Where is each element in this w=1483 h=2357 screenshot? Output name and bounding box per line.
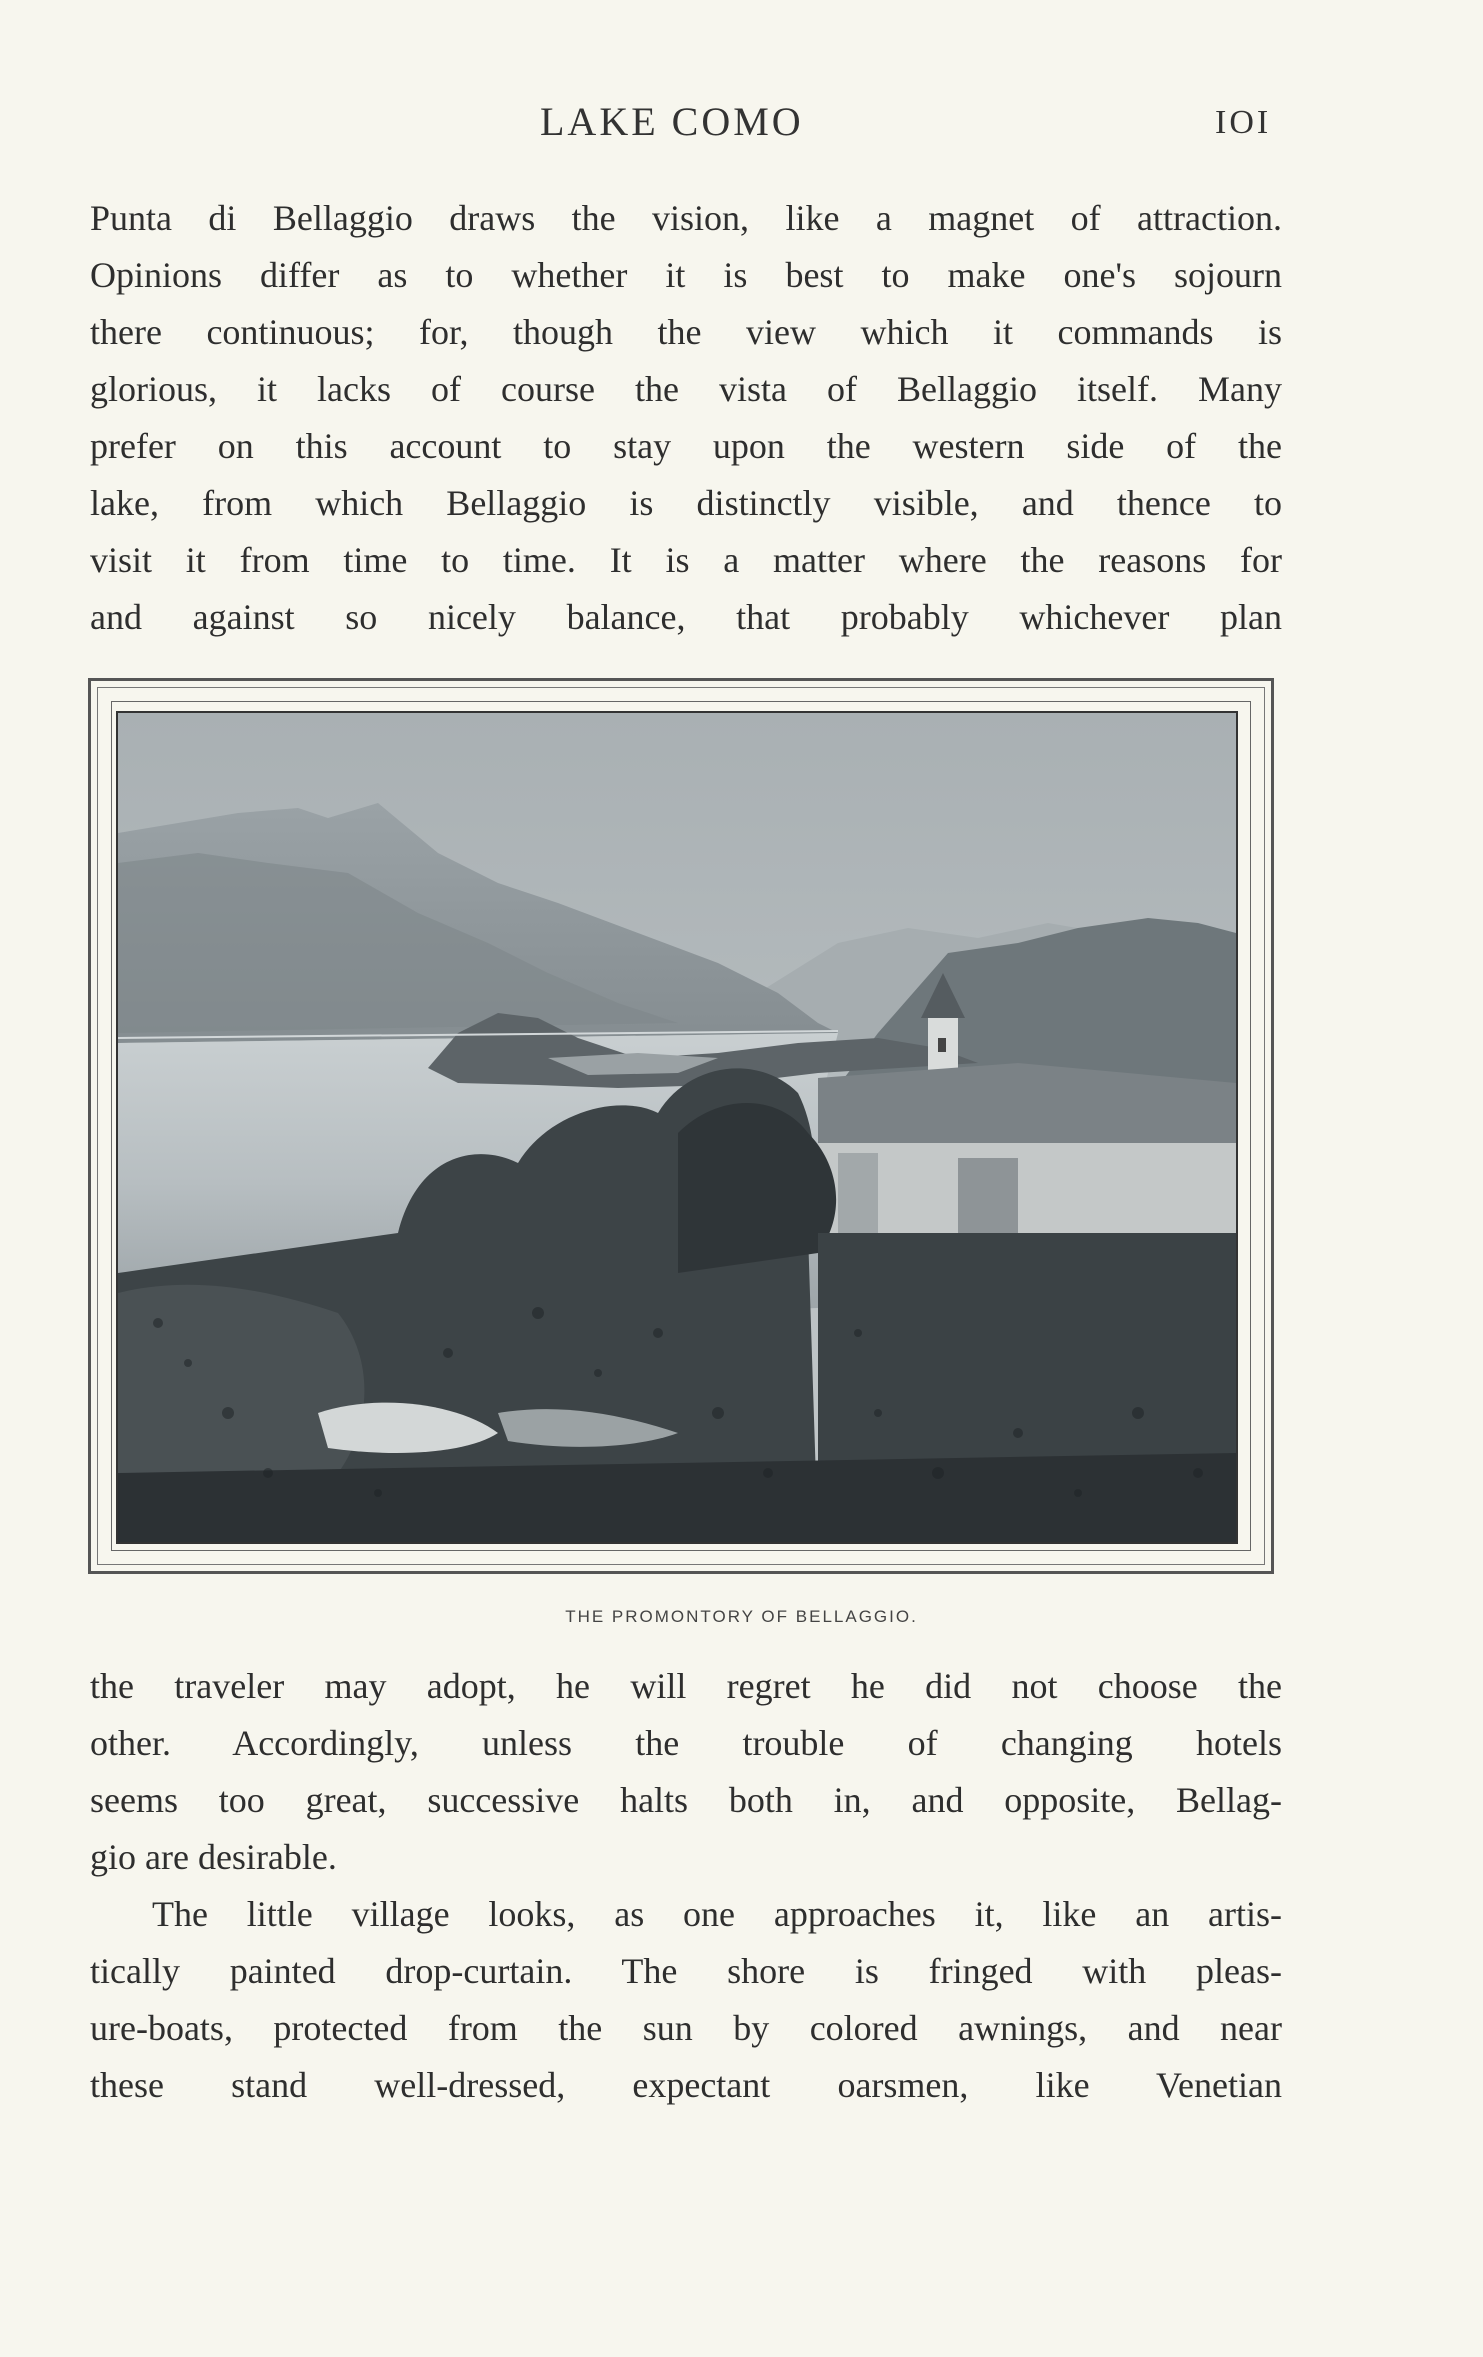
text-line: there continuous; for, though the view which it commands is	[90, 312, 1282, 352]
paragraph-2	[90, 1658, 1282, 1886]
text-line: tically painted drop-curtain. The shore is fringed with pleas-	[90, 1951, 1282, 1991]
text-line: ure-boats, protected from the sun by colored awnings, and near	[90, 2008, 1282, 2048]
text-line: The little village looks, as one approaches it, like an artis-	[152, 1894, 1282, 1934]
page-number: IOI	[1215, 104, 1272, 141]
text-line: these stand well-dressed, expectant oarsmen, like Venetian	[90, 2065, 1282, 2105]
text-line: glorious, it lacks of course the vista of Bellaggio itself. Many	[90, 369, 1282, 409]
text-line-last: gio are desirable.	[90, 1837, 337, 1877]
text-line: other. Accordingly, unless the trouble of changing hotels	[90, 1723, 1282, 1763]
running-title: LAKE COMO	[540, 99, 804, 144]
text-line: lake, from which Bellaggio is distinctly visible, and thence to	[90, 483, 1282, 523]
text-line: seems too great, successive halts both in, and opposite, Bellag-	[90, 1780, 1282, 1820]
plate-caption: THE PROMONTORY OF BELLAGGIO.	[565, 1607, 918, 1626]
paragraph-3	[90, 1886, 1282, 2114]
photograph-promontory-of-bellaggio	[116, 711, 1238, 1544]
text-line: the traveler may adopt, he will regret he did not choose the	[90, 1666, 1282, 1706]
text-line: Punta di Bellaggio draws the vision, like a magnet of attraction.	[90, 198, 1282, 238]
text-line: Opinions differ as to whether it is best to make one's sojourn	[90, 255, 1282, 295]
text-line: prefer on this account to stay upon the western side of the	[90, 426, 1282, 466]
text-line: visit it from time to time. It is a matter where the reasons for	[90, 540, 1282, 580]
paragraph-1	[90, 190, 1282, 646]
running-head	[0, 98, 1483, 158]
text-line: and against so nicely balance, that probably whichever plan	[90, 597, 1282, 637]
